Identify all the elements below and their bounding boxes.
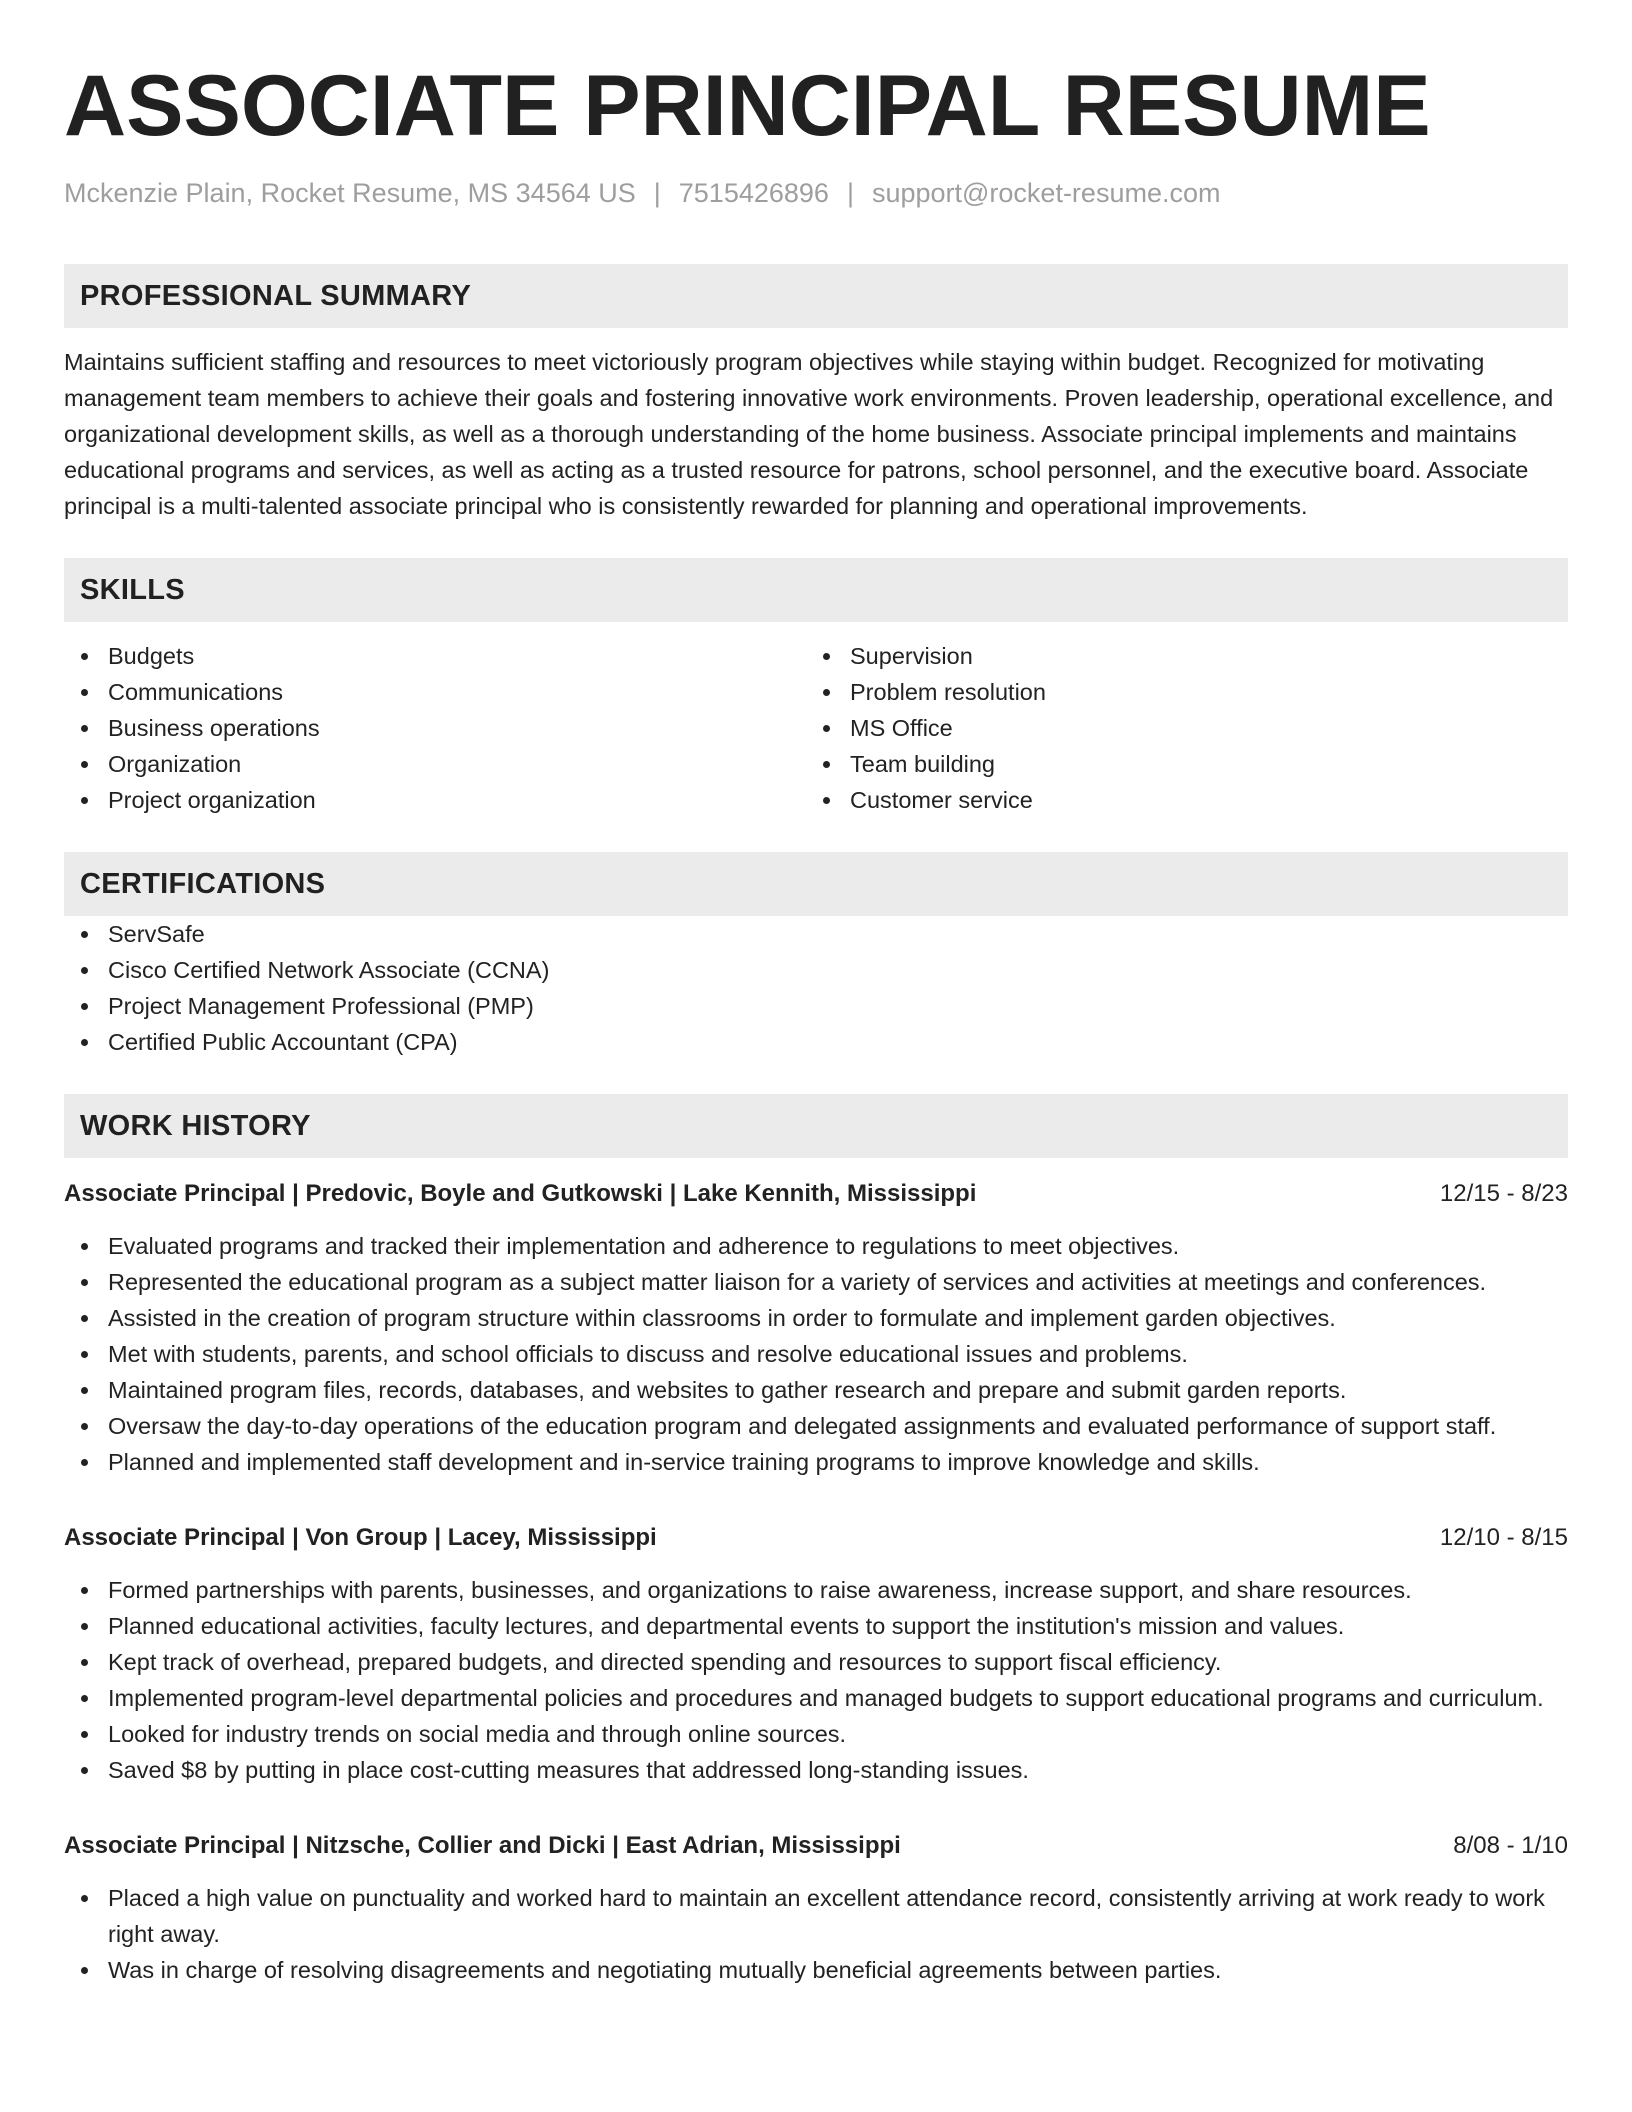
job-bullet: Planned educational activities, faculty lectures, and departmental events to support the institution's mission and values. (64, 1608, 1568, 1644)
summary-text: Maintains sufficient staffing and resources to meet victoriously program objectives while staying within budget. Recognized for motivating management team members to achieve their goals and fostering innovative work environments. Proven leadership, operational excellence, and organizational development skills, as well as a thorough understanding of the home business. Associate principal implements and maintains educational programs and services, as well as acting as a trusted resource for patrons, school personnel, and the executive board. Associate principal is a multi-talented associate principal who is consistently rewarded for planning and operational improvements. (64, 349, 1554, 519)
skills-column-right (806, 638, 1548, 818)
job-bullet: Formed partnerships with parents, businesses, and organizations to raise awareness, increase support, and share resources. (64, 1572, 1568, 1608)
job-title: Associate Principal | Von Group | Lacey, Mississippi (64, 1524, 657, 1551)
certifications-list (64, 916, 1568, 1060)
certification-item: ServSafe (64, 916, 1568, 952)
certification-item: Project Management Professional (PMP) (64, 988, 1568, 1024)
resume-title: ASSOCIATE PRINCIPAL RESUME (64, 58, 1431, 154)
contact-separator: | (846, 178, 854, 208)
skills-column-left (64, 638, 806, 818)
skills-list-left (64, 638, 806, 818)
job-bullet: Assisted in the creation of program structure within classrooms in order to formulate and implement garden objectives. (64, 1300, 1568, 1336)
job-header (64, 1176, 1568, 1212)
job-bullet: Looked for industry trends on social media and through online sources. (64, 1716, 1568, 1752)
skill-item: Project organization (64, 782, 806, 818)
job-bullet: Maintained program files, records, databases, and websites to gather research and prepare and submit garden reports. (64, 1372, 1568, 1408)
skill-item: Communications (64, 674, 806, 710)
job-entry (64, 1828, 1568, 1988)
job-entry (64, 1176, 1568, 1480)
job-bullet: Planned and implemented staff development and in-service training programs to improve knowledge and skills. (64, 1444, 1568, 1480)
section-heading-certifications: CERTIFICATIONS (64, 852, 1568, 916)
skill-item: Supervision (806, 638, 1548, 674)
skill-item: Business operations (64, 710, 806, 746)
skills-columns (64, 638, 1568, 818)
contact-phone: 7515426896 (678, 178, 829, 208)
job-dates: 12/10 - 8/15 (1439, 1524, 1568, 1551)
contact-separator: | (653, 178, 661, 208)
job-bullet: Was in charge of resolving disagreements and negotiating mutually beneficial agreements between parties. (64, 1952, 1568, 1988)
job-bullet: Saved $8 by putting in place cost-cutting measures that addressed long-standing issues. (64, 1752, 1568, 1788)
job-dates: 8/08 - 1/10 (1453, 1832, 1568, 1859)
skill-item: Budgets (64, 638, 806, 674)
job-bullet: Met with students, parents, and school officials to discuss and resolve educational issues and problems. (64, 1336, 1568, 1372)
certification-item: Cisco Certified Network Associate (CCNA) (64, 952, 1568, 988)
section-heading-skills: SKILLS (64, 558, 1568, 622)
job-bullet: Implemented program-level departmental policies and procedures and managed budgets to support educational programs and curriculum. (64, 1680, 1568, 1716)
job-title: Associate Principal | Predovic, Boyle and Gutkowski | Lake Kennith, Mississippi (64, 1180, 977, 1207)
job-header (64, 1828, 1568, 1864)
skill-item: Customer service (806, 782, 1548, 818)
job-bullets (64, 1572, 1568, 1788)
skill-item: MS Office (806, 710, 1548, 746)
skill-item: Organization (64, 746, 806, 782)
job-entry (64, 1520, 1568, 1788)
job-bullets (64, 1228, 1568, 1480)
job-header (64, 1520, 1568, 1556)
certification-item: Certified Public Accountant (CPA) (64, 1024, 1568, 1060)
contact-line (64, 176, 1568, 210)
skills-list-right (806, 638, 1548, 818)
job-bullet: Oversaw the day-to-day operations of the education program and delegated assignments and evaluated performance of support staff. (64, 1408, 1568, 1444)
resume-page (64, 56, 1568, 1988)
skill-item: Problem resolution (806, 674, 1548, 710)
job-dates: 12/15 - 8/23 (1439, 1180, 1568, 1207)
section-heading-work-history: WORK HISTORY (64, 1094, 1568, 1158)
skill-item: Team building (806, 746, 1548, 782)
job-bullet: Kept track of overhead, prepared budgets, and directed spending and resources to support fiscal efficiency. (64, 1644, 1568, 1680)
job-bullet: Represented the educational program as a subject matter liaison for a variety of services and activities at meetings and conferences. (64, 1264, 1568, 1300)
contact-address: Mckenzie Plain, Rocket Resume, MS 34564 US (64, 178, 636, 208)
job-bullets (64, 1880, 1568, 1988)
job-bullet: Evaluated programs and tracked their implementation and adherence to regulations to meet objectives. (64, 1228, 1568, 1264)
job-bullet: Placed a high value on punctuality and worked hard to maintain an excellent attendance record, consistently arriving at work ready to work right away. (64, 1880, 1568, 1952)
section-heading-summary: PROFESSIONAL SUMMARY (64, 264, 1568, 328)
contact-email: support@rocket-resume.com (871, 178, 1221, 208)
job-title: Associate Principal | Nitzsche, Collier and Dicki | East Adrian, Mississippi (64, 1832, 901, 1859)
